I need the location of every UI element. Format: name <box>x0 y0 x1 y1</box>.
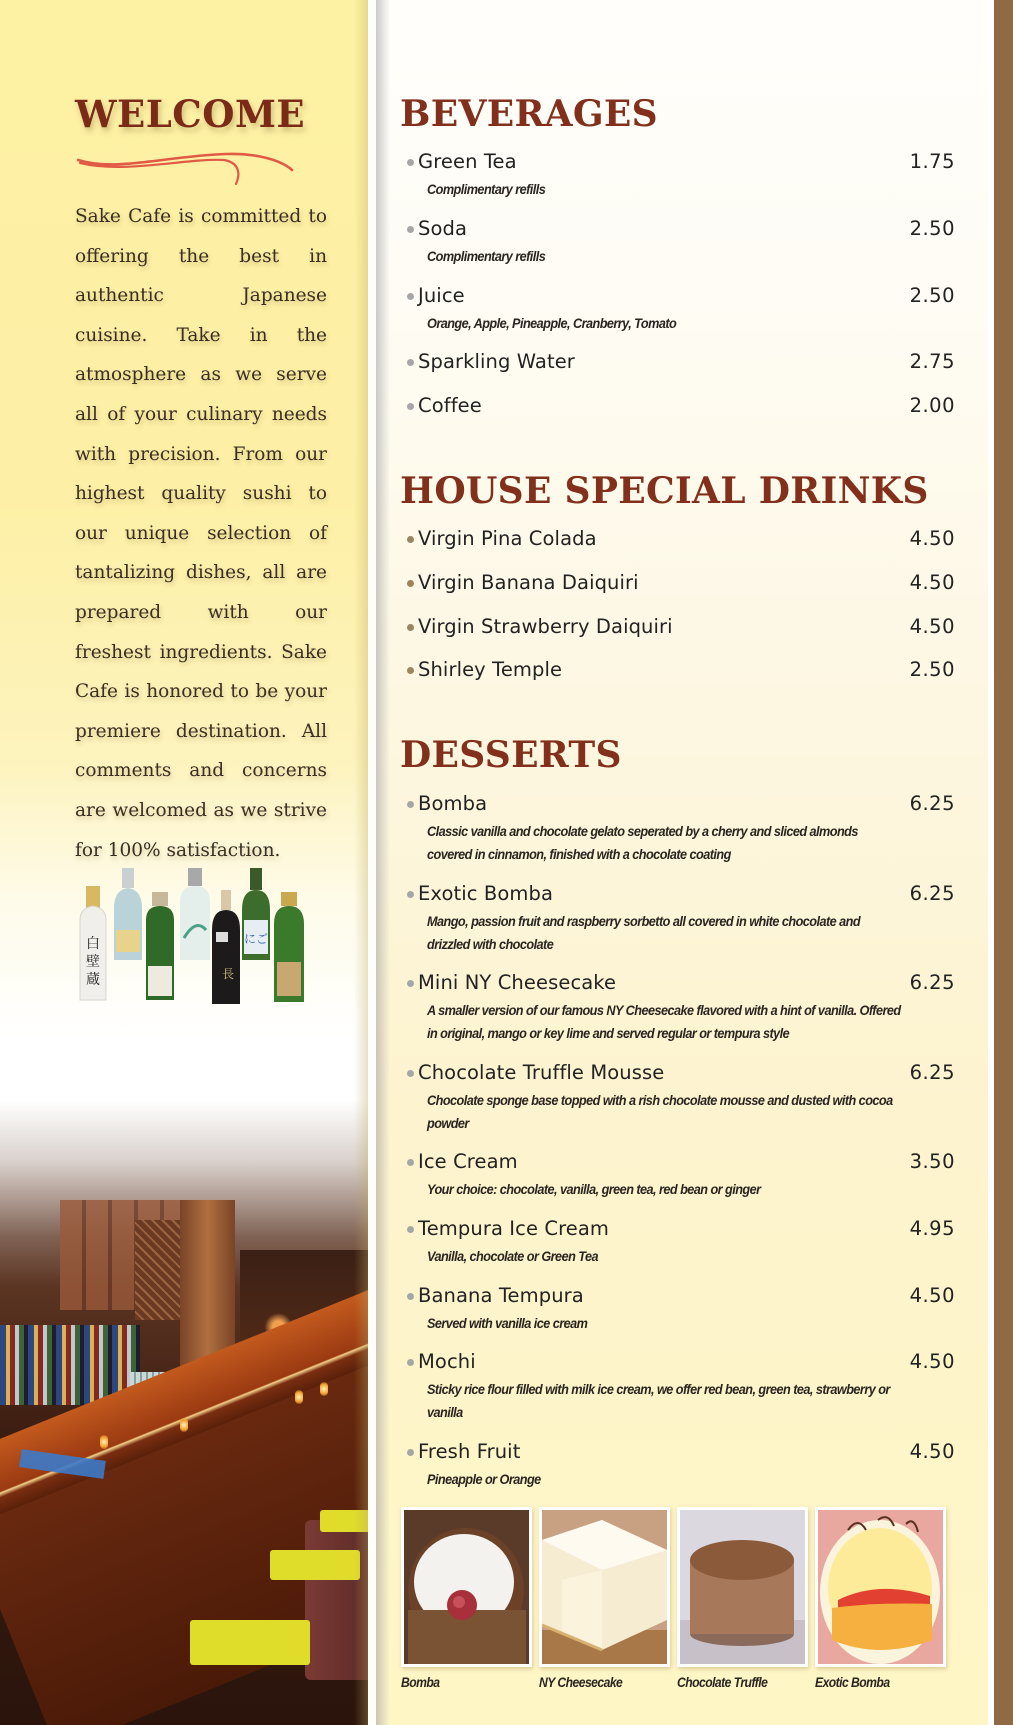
item-price: 4.50 <box>909 615 955 638</box>
bullet-icon <box>407 1449 414 1456</box>
swoosh-ornament-icon <box>76 150 294 186</box>
item-price: 4.50 <box>909 1350 955 1373</box>
menu-item <box>400 1440 955 1491</box>
item-price: 2.00 <box>909 394 955 417</box>
item-price: 2.50 <box>909 284 955 307</box>
menu-item <box>400 1217 955 1268</box>
item-name: Sparkling Water <box>418 350 575 373</box>
item-description: Complimentary refills <box>427 249 546 264</box>
menu-item <box>400 792 955 866</box>
dessert-photo-strip <box>401 1507 971 1707</box>
item-name: Mochi <box>418 1350 476 1373</box>
chocolate-truffle-photo <box>677 1507 808 1667</box>
item-description: Orange, Apple, Pineapple, Cranberry, Tomato <box>427 316 677 331</box>
item-price: 3.50 <box>909 1150 955 1173</box>
photo-caption: Bomba <box>401 1675 440 1690</box>
ny-cheesecake-photo <box>539 1507 670 1667</box>
item-description: Mango, passion fruit and raspberry sorbetto all covered in white chocolate and drizzled with chocolate <box>427 914 861 952</box>
menu-item <box>400 350 955 376</box>
bullet-icon <box>407 891 414 898</box>
item-name: Exotic Bomba <box>418 882 554 905</box>
svg-text:にご: にご <box>243 932 269 946</box>
item-name: Fresh Fruit <box>418 1440 521 1463</box>
menu-item <box>400 217 955 268</box>
page-gutter <box>368 0 376 1725</box>
item-name: Virgin Banana Daiquiri <box>418 571 639 594</box>
item-price: 6.25 <box>909 792 955 815</box>
item-description: Complimentary refills <box>427 182 546 197</box>
bullet-icon <box>407 536 414 543</box>
section-title-desserts: DESSERTS <box>400 734 622 776</box>
item-price: 4.50 <box>909 1284 955 1307</box>
menu-item <box>400 615 955 641</box>
photo-caption: Exotic Bomba <box>815 1675 890 1690</box>
welcome-panel <box>0 0 368 1725</box>
item-name: Virgin Strawberry Daiquiri <box>418 615 673 638</box>
menu-item <box>400 284 955 335</box>
section-title-beverages: BEVERAGES <box>400 93 658 135</box>
item-price: 2.50 <box>909 217 955 240</box>
bar-interior-image <box>0 1100 368 1725</box>
welcome-title: WELCOME <box>75 92 306 136</box>
bullet-icon <box>407 801 414 808</box>
bullet-icon <box>407 667 414 674</box>
menu-item <box>400 394 955 420</box>
svg-text:蔵: 蔵 <box>86 972 100 988</box>
bomba-photo <box>401 1507 532 1667</box>
item-description: Served with vanilla ice cream <box>427 1316 588 1331</box>
item-name: Virgin Pina Colada <box>418 527 597 550</box>
menu-item <box>400 882 955 956</box>
item-price: 6.25 <box>909 1061 955 1084</box>
brown-edge-bar <box>994 0 1013 1725</box>
photo-caption: Chocolate Truffle <box>677 1675 768 1690</box>
sake-bottles-image <box>78 868 328 1006</box>
item-price: 6.25 <box>909 882 955 905</box>
item-name: Bomba <box>418 792 488 815</box>
item-description: Pineapple or Orange <box>427 1472 541 1487</box>
menu-panel <box>376 0 988 1725</box>
bullet-icon <box>407 359 414 366</box>
bullet-icon <box>407 159 414 166</box>
menu-item <box>400 1350 955 1424</box>
bullet-icon <box>407 980 414 987</box>
item-name: Tempura Ice Cream <box>418 1217 610 1240</box>
section-title-house-special-drinks: HOUSE SPECIAL DRINKS <box>400 470 929 512</box>
item-price: 2.50 <box>909 658 955 681</box>
item-description: Your choice: chocolate, vanilla, green tea, red bean or ginger <box>427 1182 761 1197</box>
item-price: 4.50 <box>909 527 955 550</box>
menu-item <box>400 571 955 597</box>
item-price: 2.75 <box>909 350 955 373</box>
bullet-icon <box>407 293 414 300</box>
svg-text:白: 白 <box>86 936 100 952</box>
menu-item <box>400 150 955 201</box>
photo-caption: NY Cheesecake <box>539 1675 623 1690</box>
menu-item <box>400 527 955 553</box>
bullet-icon <box>407 580 414 587</box>
welcome-paragraph: Sake Cafe is committed to offering the best in authentic Japanese cuisine. Take in the atmosphere as we serve all of your culinary needs with precision. From our highest quality sushi to our unique selection of tantalizing dishes, all are prepared with our freshest ingredients. Sake Cafe is honored to be your premiere destination. All comments and concerns are welcomed as we strive for 100% satisfaction. <box>75 206 327 861</box>
exotic-bomba-photo <box>815 1507 946 1667</box>
menu-item <box>400 658 955 684</box>
item-price: 4.95 <box>909 1217 955 1240</box>
item-name: Chocolate Truffle Mousse <box>418 1061 665 1084</box>
bullet-icon <box>407 403 414 410</box>
item-name: Mini NY Cheesecake <box>418 971 617 994</box>
item-description: Sticky rice flour filled with milk ice cream, we offer red bean, green tea, strawberry or vanilla <box>427 1382 890 1420</box>
item-price: 4.50 <box>909 571 955 594</box>
menu-item <box>400 971 955 1045</box>
bullet-icon <box>407 1226 414 1233</box>
bullet-icon <box>407 1359 414 1366</box>
item-name: Coffee <box>418 394 482 417</box>
bullet-icon <box>407 1293 414 1300</box>
svg-text:長: 長 <box>221 967 235 981</box>
item-description: Classic vanilla and chocolate gelato seperated by a cherry and sliced almonds covered in cinnamon, finished with a chocolate coating <box>427 824 858 862</box>
menu-item <box>400 1284 955 1335</box>
menu-item <box>400 1061 955 1135</box>
svg-text:壁: 壁 <box>86 954 100 970</box>
bullet-icon <box>407 1159 414 1166</box>
item-price: 1.75 <box>909 150 955 173</box>
bullet-icon <box>407 624 414 631</box>
item-description: A smaller version of our famous NY Cheesecake flavored with a hint of vanilla. Offered in original, mango or key lime and served regular or tempura style <box>427 1003 901 1041</box>
bullet-icon <box>407 1070 414 1077</box>
item-name: Ice Cream <box>418 1150 518 1173</box>
item-name: Soda <box>418 217 468 240</box>
item-name: Juice <box>418 284 465 307</box>
item-price: 6.25 <box>909 971 955 994</box>
menu-item <box>400 1150 955 1201</box>
bullet-icon <box>407 226 414 233</box>
item-price: 4.50 <box>909 1440 955 1463</box>
item-description: Vanilla, chocolate or Green Tea <box>427 1249 599 1264</box>
item-name: Shirley Temple <box>418 658 563 681</box>
item-name: Green Tea <box>418 150 517 173</box>
item-name: Banana Tempura <box>418 1284 584 1307</box>
item-description: Chocolate sponge base topped with a rish chocolate mousse and dusted with cocoa powder <box>427 1093 893 1131</box>
